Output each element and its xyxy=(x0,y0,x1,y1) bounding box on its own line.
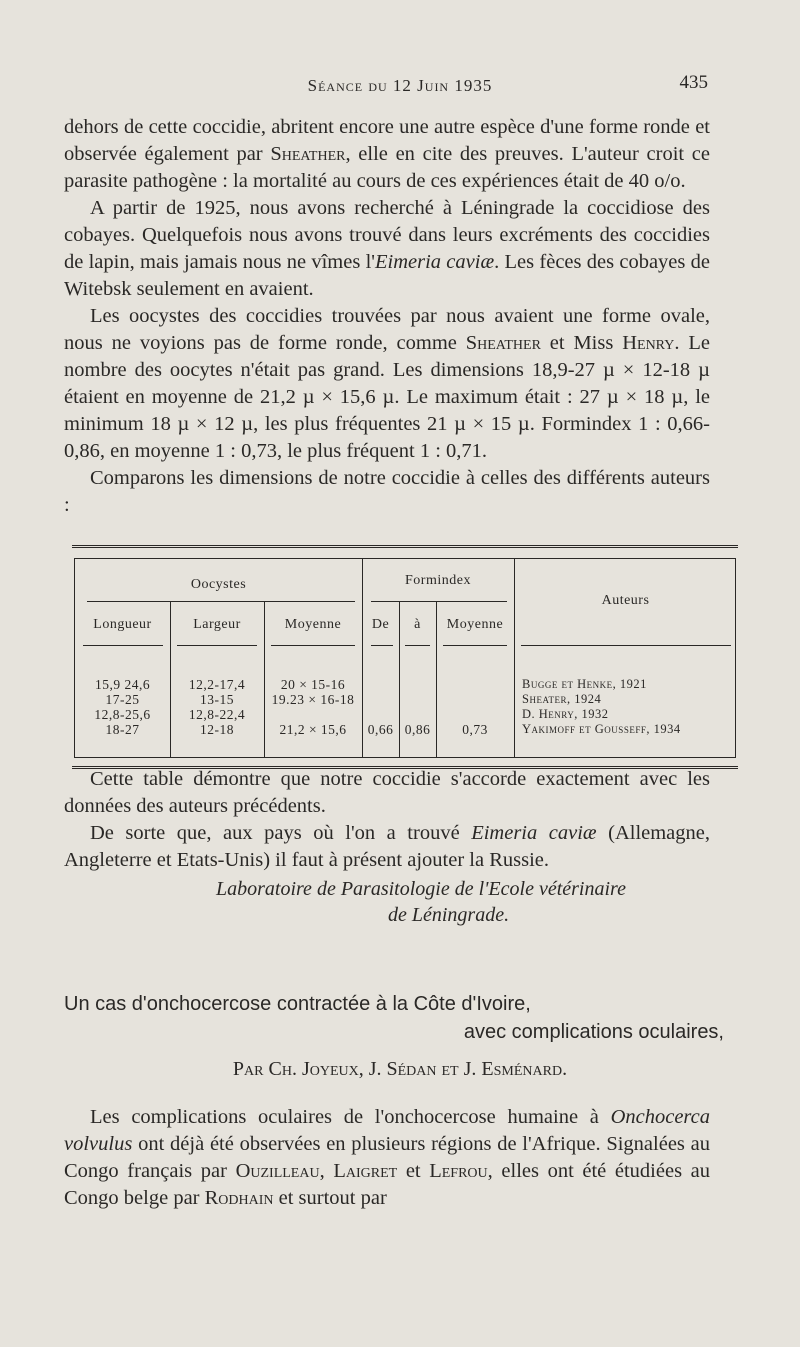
body-text-final xyxy=(64,1104,710,1212)
column-header-auteurs: Auteurs xyxy=(601,593,650,608)
table-cell-auteur: Yakimoff et Gousseff, 1934 xyxy=(522,722,681,736)
signature-line-2: de Léningrade. xyxy=(388,904,510,926)
group-rule xyxy=(87,601,355,602)
header-rule xyxy=(271,645,355,646)
paragraph-4: Comparons les dimensions de notre coccidie à celles des différents auteurs : xyxy=(64,467,710,516)
column-header-largeur: Largeur xyxy=(193,617,241,632)
group-rule xyxy=(371,601,507,602)
species-name: Eimeria caviæ xyxy=(471,822,597,844)
paragraph-5: Cette table démontre que notre coccidie s'accorde exactement avec les données des auteurs précédents. xyxy=(64,768,710,817)
paragraph-3: Les oocystes des coccidies trouvées par nous avaient une forme ovale, nous ne voyions pas de forme ronde, comme Sheather et Miss Henry. Le nombre des oocytes n'était pas grand. Les dimensions 18,9-27 µ × 12-18 µ étaient en moyenne de 21,2 µ × 15,6 µ. Le maximum était : 27 µ × 18 µ, le minimum 18 µ × 12 µ, les plus fréquentes 21 µ × 15 µ. Formindex 1 : 0,66-0,86, en moyenne 1 : 0,73, le plus fréquent 1 : 0,71. xyxy=(64,305,710,462)
lab-signature xyxy=(64,876,730,928)
article-title-line-1: Un cas d'onchocercose contractée à la Côte d'Ivoire, xyxy=(64,993,531,1015)
paragraph-2: A partir de 1925, nous avons recherché à Léningrade la coccidiose des cobayes. Quelquefois nous avons trouvé dans leurs excréments des coccidies de lapin, mais jamais nous ne vîmes l'Eimeria caviæ. Les fèces des cobayes de Witebsk seulement en avaient. xyxy=(64,197,710,300)
body-text-top xyxy=(64,114,710,519)
article-title xyxy=(64,990,724,1046)
table-cell-formindex-de: 0,66 xyxy=(367,722,394,737)
author-name: Rodhain xyxy=(204,1187,274,1209)
header-rule xyxy=(83,645,163,646)
paragraph-1: dehors de cette coccidie, abritent encore une autre espèce d'une forme ronde et observée également par Sheather, elle en cite des preuves. L'auteur croit ce parasite pathogène : la mortalité au cours de ces expériences était de 40 o/o. xyxy=(64,116,710,192)
header-rule xyxy=(177,645,257,646)
paragraph-7: Les complications oculaires de l'onchocercose humaine à Onchocerca volvulus ont déjà été observées en plusieurs régions de l'Afrique. Signalées au Congo français par Ouzilleau, Laigret et Lefrou, elles ont été étudiées au Congo belge par Rodhain et surtout par xyxy=(64,1106,711,1209)
running-title: Séance du 12 Juin 1935 xyxy=(307,76,493,95)
author-name: Henry xyxy=(622,332,675,354)
signature-line-1: Laboratoire de Parasitologie de l'Ecole vétérinaire xyxy=(216,878,626,900)
table-cell-largeur: 12,2-17,4 xyxy=(188,677,246,692)
column-header-formindex-moyenne: Moyenne xyxy=(446,617,504,632)
group-header-oocystes: Oocystes xyxy=(190,577,247,592)
column-header-longueur: Longueur xyxy=(93,617,152,632)
article-byline: Par Ch. Joyeux, J. Sédan et J. Esménard. xyxy=(232,1058,568,1080)
table-cell-largeur: 12,8-22,4 xyxy=(188,707,246,722)
species-name: Onchocerca volvulus xyxy=(64,1106,710,1155)
header-rule xyxy=(443,645,507,646)
article-title-line-2: avec complications oculaires, xyxy=(463,1021,724,1043)
running-head xyxy=(0,72,800,102)
table-cell-moyenne: 20 × 15-16 xyxy=(280,677,346,692)
comparison-table xyxy=(72,545,738,769)
header-rule xyxy=(521,645,731,646)
column-header-moyenne: Moyenne xyxy=(284,617,342,632)
column-header-de: De xyxy=(371,617,390,632)
table-cell-formindex-a: 0,86 xyxy=(404,722,431,737)
species-name: Eimeria caviæ xyxy=(375,251,495,273)
table-cell-auteur: Bugge et Henke, 1921 xyxy=(522,677,647,691)
author-name: Laigret xyxy=(333,1160,398,1182)
table-cell-longueur: 15,9 24,6 xyxy=(94,677,151,692)
page-number: 435 xyxy=(679,72,708,93)
table-grid xyxy=(74,558,736,758)
table-cell-largeur: 13-15 xyxy=(200,692,234,707)
table-divider xyxy=(514,559,515,757)
table-cell-formindex-moyenne: 0,73 xyxy=(462,722,488,737)
table-cell-auteur: Sheater, 1924 xyxy=(522,692,602,706)
group-header-formindex: Formindex xyxy=(405,573,471,588)
table-cell-longueur: 18-27 xyxy=(105,722,140,737)
table-cell-auteur: D. Henry, 1932 xyxy=(522,707,609,721)
table-cell-moyenne: 19.23 × 16-18 xyxy=(271,692,355,707)
table-cell-largeur: 12-18 xyxy=(200,722,234,737)
author-name: Sheather xyxy=(465,332,541,354)
author-name: Lefrou xyxy=(429,1160,488,1182)
table-cell-longueur: 12,8-25,6 xyxy=(94,707,151,722)
body-text-after-table xyxy=(64,766,710,874)
author-name: Sheather xyxy=(270,143,346,165)
paragraph-6: De sorte que, aux pays où l'on a trouvé Eimeria caviæ (Allemagne, Angleterre et Etats-Unis) il faut à présent ajouter la Russie. xyxy=(64,822,711,871)
table-cell-longueur: 17-25 xyxy=(105,692,140,707)
header-rule xyxy=(371,645,393,646)
header-rule xyxy=(405,645,430,646)
column-header-a: à xyxy=(414,617,421,632)
author-name: Ouzilleau xyxy=(235,1160,320,1182)
table-cell-moyenne: 21,2 × 15,6 xyxy=(279,722,347,737)
